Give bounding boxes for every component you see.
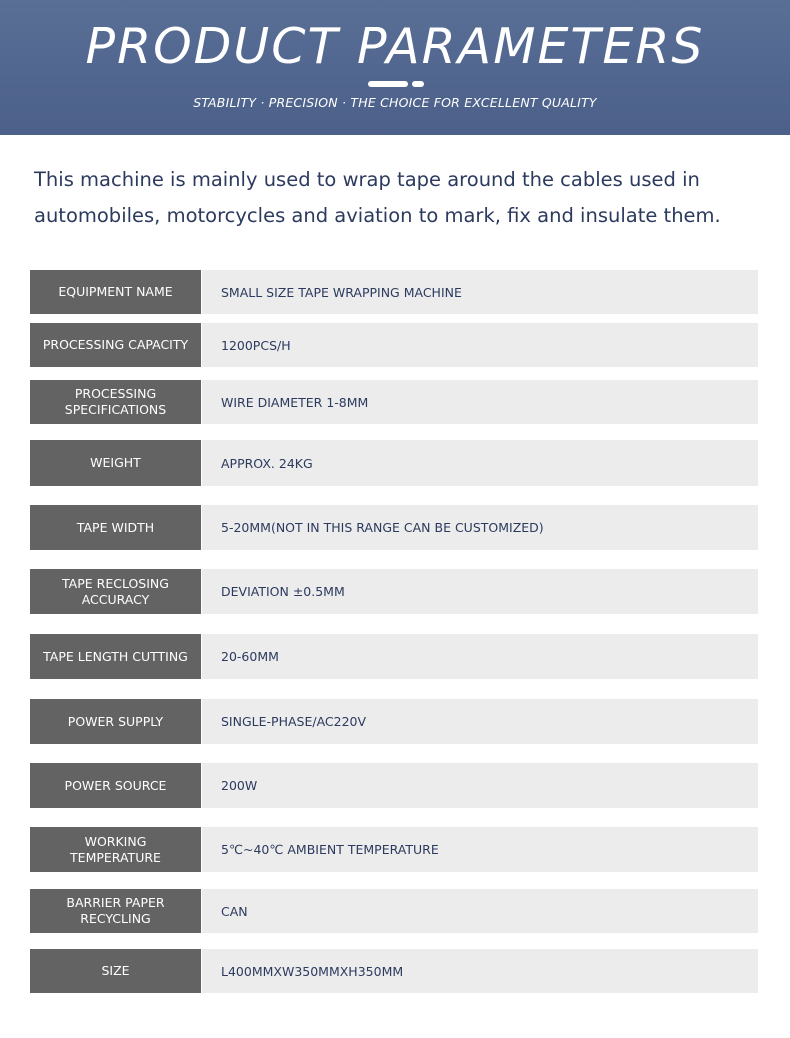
param-value: 5℃~40℃ AMBIENT TEMPERATURE xyxy=(202,827,758,872)
param-row xyxy=(30,827,758,872)
param-row xyxy=(30,634,758,679)
page-title: PRODUCT PARAMETERS xyxy=(85,18,705,75)
param-label: TAPE WIDTH xyxy=(30,505,201,550)
intro-text xyxy=(34,162,774,234)
page-subtitle: STABILITY · PRECISION · THE CHOICE FOR EXCELLENT QUALITY xyxy=(193,95,597,110)
param-value: APPROX. 24KG xyxy=(202,440,758,486)
param-row xyxy=(30,323,758,367)
param-value: DEVIATION ±0.5MM xyxy=(202,569,758,614)
param-row xyxy=(30,270,758,314)
intro-line-2: automobiles, motorcycles and aviation to mark, fix and insulate them. xyxy=(34,204,721,227)
param-label: EQUIPMENT NAME xyxy=(30,270,201,314)
param-value: CAN xyxy=(202,889,758,933)
param-value: WIRE DIAMETER 1-8MM xyxy=(202,380,758,424)
param-label: WORKING TEMPERATURE xyxy=(30,827,201,872)
param-value: 1200PCS/H xyxy=(202,323,758,367)
param-row xyxy=(30,569,758,614)
param-value: SMALL SIZE TAPE WRAPPING MACHINE xyxy=(202,270,758,314)
param-row xyxy=(30,380,758,424)
param-label: WEIGHT xyxy=(30,440,201,486)
param-label: SIZE xyxy=(30,949,201,993)
param-value: 20-60MM xyxy=(202,634,758,679)
param-row xyxy=(30,889,758,933)
title-divider-long xyxy=(368,81,408,87)
param-row xyxy=(30,440,758,486)
param-value: L400MMXW350MMXH350MM xyxy=(202,949,758,993)
header-banner xyxy=(0,0,790,135)
param-value: SINGLE-PHASE/AC220V xyxy=(202,699,758,744)
param-label: POWER SOURCE xyxy=(30,763,201,808)
param-row xyxy=(30,949,758,993)
param-label: TAPE RECLOSING ACCURACY xyxy=(30,569,201,614)
param-value: 200W xyxy=(202,763,758,808)
param-row xyxy=(30,763,758,808)
param-label: PROCESSING SPECIFICATIONS xyxy=(30,380,201,424)
param-label: POWER SUPPLY xyxy=(30,699,201,744)
param-value: 5-20MM(NOT IN THIS RANGE CAN BE CUSTOMIZED) xyxy=(202,505,758,550)
title-divider-short xyxy=(412,81,424,87)
param-label: TAPE LENGTH CUTTING xyxy=(30,634,201,679)
param-label: PROCESSING CAPACITY xyxy=(30,323,201,367)
intro-line-1: This machine is mainly used to wrap tape around the cables used in xyxy=(34,168,700,191)
param-label: BARRIER PAPER RECYCLING xyxy=(30,889,201,933)
param-row xyxy=(30,505,758,550)
param-row xyxy=(30,699,758,744)
